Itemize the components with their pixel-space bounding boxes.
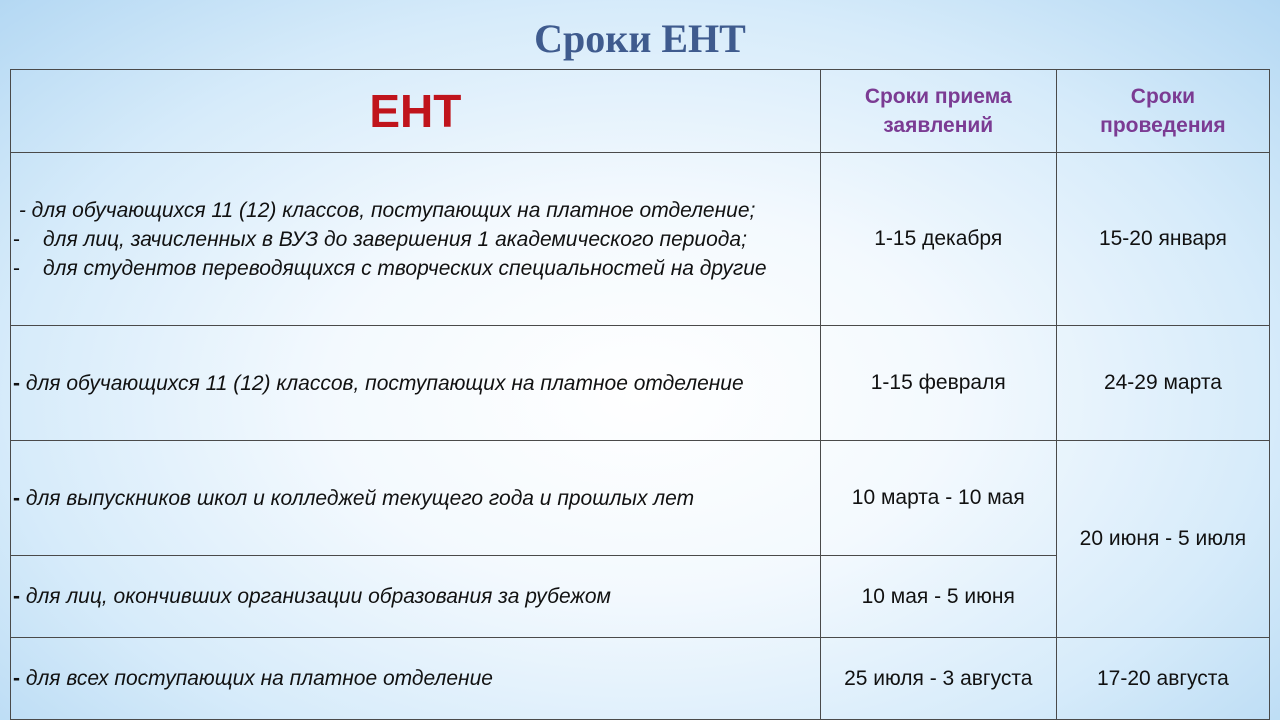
table-row — [11, 326, 1270, 441]
accept-dates-cell: 1-15 декабря — [820, 153, 1056, 326]
accept-dates-cell: 1-15 февраля — [820, 326, 1056, 441]
table-row — [11, 638, 1270, 720]
row-dash: - — [13, 585, 20, 608]
accept-dates-cell: 10 марта - 10 мая — [820, 441, 1056, 556]
row-text: для обучающихся 11 (12) классов, поступающих на платное отделение — [20, 371, 744, 395]
table-row — [11, 441, 1270, 556]
header-held-dates — [1056, 70, 1269, 153]
row-description — [11, 556, 821, 638]
row-description — [11, 153, 821, 326]
held-dates-cell: 17-20 августа — [1056, 638, 1269, 720]
list-item-text: для студентов переводящихся с творческих специальностей на другие — [43, 256, 767, 280]
accept-dates-cell: 10 мая - 5 июня — [820, 556, 1056, 638]
held-dates-cell: 24-29 марта — [1056, 326, 1269, 441]
list-item — [13, 225, 820, 254]
row-dash: - — [13, 486, 20, 510]
row-text: для всех поступающих на платное отделение — [20, 667, 493, 690]
header-ent: ЕНТ — [11, 70, 821, 153]
row-description — [11, 638, 821, 720]
held-dates-cell: 15-20 января — [1056, 153, 1269, 326]
table-header-row — [11, 70, 1270, 153]
held-dates-cell: 20 июня - 5 июля — [1056, 441, 1269, 638]
list-item — [13, 254, 820, 283]
accept-dates-cell: 25 июля - 3 августа — [820, 638, 1056, 720]
header-accept-line2: заявлений — [883, 114, 994, 137]
row-description — [11, 441, 821, 556]
row-lead-text: - для обучающихся 11 (12) классов, поступающих на платное отделение; — [13, 198, 756, 222]
row-text: для выпускников школ и колледжей текущего года и прошлых лет — [20, 486, 695, 510]
list-item-text: для лиц, зачисленных в ВУЗ до завершения 1 академического периода; — [43, 227, 747, 251]
table-row — [11, 153, 1270, 326]
row-description — [11, 326, 821, 441]
header-held-line1: Сроки — [1130, 85, 1196, 108]
bullet-list — [13, 225, 820, 283]
bullet-marker: - — [13, 227, 20, 251]
row-text: для лиц, окончивших организации образования за рубежом — [20, 585, 611, 608]
row-dash: - — [13, 371, 20, 395]
bullet-marker: - — [13, 256, 20, 280]
row-dash: - — [13, 667, 20, 690]
header-accept-dates — [820, 70, 1056, 153]
header-accept-line1: Сроки приема — [864, 85, 1012, 108]
slide-title: Сроки ЕНТ — [534, 16, 746, 61]
ent-schedule-table — [10, 69, 1270, 720]
header-held-line2: проведения — [1100, 114, 1226, 137]
